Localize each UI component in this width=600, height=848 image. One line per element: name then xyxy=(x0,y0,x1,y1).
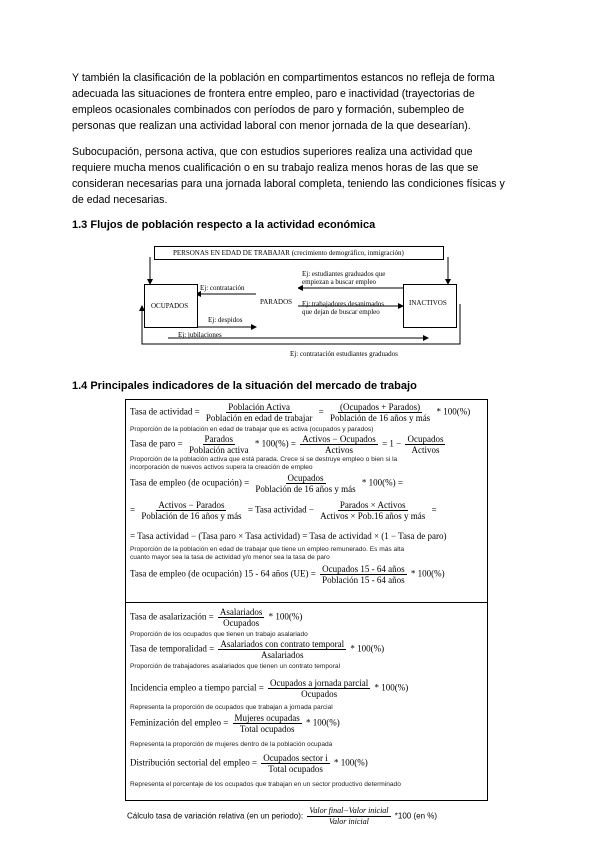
text-line: personas que realizan una actividad laboral con menor jornada de la que desearían). xyxy=(72,120,471,132)
desc-tasa-paro-2: incorporación de nuevos activos supera la creación de empleo xyxy=(130,464,313,471)
label-estudiantes-2: empiezan a buscar empleo xyxy=(302,278,377,286)
formula-sectorial: Distribución sectorial del empleo = $\frac{\text{Ocupados sector i}}{\text{Total ocupados}}$ * 100(%) xyxy=(130,753,368,774)
calc-label: Cálculo tasa de variación relativa (en un periodo): xyxy=(127,811,304,821)
label-graduados: Ej: contratación estudiantes graduados xyxy=(290,350,398,358)
label-desanimados-2: que dejan de buscar empleo xyxy=(302,308,380,316)
desc-temporalidad: Proporción de trabajadores asalariados que tienen un contrato temporal xyxy=(130,663,341,670)
formula-feminizacion: Feminización del empleo = $\frac{\text{Mujeres ocupadas}}{\text{Total ocupados}}$ * 100(%) xyxy=(130,713,340,734)
calc-tail: *100 (en %) xyxy=(394,811,438,821)
formula-tasa-empleo-ue: Tasa de empleo (de ocupación) 15 - 64 años (UE) = $\frac{\text{Ocupados 15 - 64 años}}{\text{Población 15 - 64 años}}$ * 100(%) xyxy=(130,564,445,585)
top-box xyxy=(154,246,444,260)
formula-tasa-empleo-2: = $\frac{\text{Activos − Parados}}{\text{Población de 16 años y más}}$ = Tasa actividad − $\frac{\text{Parados × Activos}}{\text{Activos × Pob.16 años y más}}$ = xyxy=(130,500,437,521)
text-line: requiere mucha menos cualificación o en su trabajo realiza menos horas de las que se xyxy=(72,162,479,174)
text-line: Y también la clasificación de la población en compartimentos estancos no refleja de forma xyxy=(72,72,495,84)
parados-label: PARADOS xyxy=(260,298,293,306)
top-box-label: PERSONAS EN EDAD DE TRABAJAR (crecimiento demográfico, inmigración) xyxy=(173,249,404,257)
indicators-box xyxy=(125,399,488,801)
calc-variation xyxy=(127,806,437,827)
desc-tasa-empleo-2: cuanto mayor sea la tasa de actividad y/o menor sea la tasa de paro xyxy=(130,554,330,561)
text-line: adecuada las situaciones de frontera entre empleo, paro e inactividad (trayectorias de xyxy=(72,88,475,100)
paragraph-classification xyxy=(72,70,534,134)
label-jubilaciones: Ej: jubilaciones xyxy=(178,331,222,339)
desc-sectorial: Representa el porcentaje de los ocupados que trabajan en un sector productivo determinado xyxy=(130,781,401,788)
heading-flows: 1.3 Flujos de población respecto a la actividad económica xyxy=(72,219,376,231)
flow-diagram xyxy=(138,244,468,362)
separator xyxy=(126,602,487,603)
label-contratacion: Ej: contratación xyxy=(200,284,245,292)
paragraph-subocupacion xyxy=(72,144,534,208)
desc-feminizacion: Representa la proporción de mujeres dentro de la población ocupada xyxy=(130,741,333,748)
heading-indicators: 1.4 Principales indicadores de la situación del mercado de trabajo xyxy=(72,380,417,392)
formula-tasa-paro: Tasa de paro = $\frac{\text{Parados}}{\text{Población activa}}$ * 100(%) = $\frac{\text{Activos − Ocupados}}{\text{Activos}}$ = 1 − $\frac{\text{Ocupados}}{\text{Activos}}$ xyxy=(130,434,444,455)
desc-tasa-paro-1: Proporción de la población activa que está parada. Crece si se destruye empleo o bien si la xyxy=(130,456,398,463)
text-line: Subocupación, persona activa, que con estudios superiores realiza una actividad que xyxy=(72,146,473,158)
label-despidos: Ej: despidos xyxy=(208,316,243,324)
formula-tasa-empleo: Tasa de empleo (de ocupación) = $\frac{\text{Ocupados}}{\text{Población de 16 años y más}}$ * 100(%) = xyxy=(130,473,403,494)
desc-asalarizacion: Proporción de los ocupados que tienen un trabajo asalariado xyxy=(130,631,308,638)
label-estudiantes-1: Ej: estudiantes graduados que xyxy=(302,270,386,278)
desc-tasa-empleo-1: Proporción de la población en edad de trabajar que tiene un empleo remunerado. Es más alta xyxy=(130,546,405,553)
text-line: consideran necesarias para una jornada laboral completa, teniendo las condiciones físicas y xyxy=(72,178,505,190)
box-inactivos xyxy=(403,284,457,328)
calc-fraction: $\frac{\text{Valor final−Valor inicial}}{\text{Valor inicial}}$ xyxy=(309,806,389,826)
text-line: empleos ocasionales combinados con períodos de paro y formación, subempleo de xyxy=(72,104,465,116)
formula-tasa-actividad: Tasa de actividad = $\frac{\text{Población Activa}}{\text{Población en edad de trabajar}}$ = $\frac{\text{(Ocupados + Parados)}}{\text{Población de 16 años y más}}$ * 100(%) xyxy=(130,402,471,423)
box-ocupados xyxy=(144,284,198,328)
desc-tasa-actividad: Proporción de la población en edad de trabajar que es activa (ocupados y parados) xyxy=(130,426,374,433)
formula-asalarizacion: Tasa de asalarización = $\frac{\text{Asalariados}}{\text{Ocupados}}$ * 100(%) xyxy=(130,607,303,628)
formula-temporalidad: Tasa de temporalidad = $\frac{\text{Asalariados con contrato temporal}}{\text{Asalariados}}$ * 100(%) xyxy=(130,639,385,660)
formula-tasa-empleo-3: = Tasa actividad − (Tasa paro × Tasa actividad) = Tasa de actividad × (1 − Tasa de paro) xyxy=(130,531,447,541)
label-desanimados-1: Ej: trabajadores desanimados xyxy=(302,300,385,308)
formula-parcial: Incidencia empleo a tiempo parcial = $\frac{\text{Ocupados a jornada parcial}}{\text{Ocupados}}$ * 100(%) xyxy=(130,678,409,699)
ocupados-label: OCUPADOS xyxy=(151,302,189,310)
inactivos-label: INACTIVOS xyxy=(409,299,447,307)
box-parados xyxy=(256,284,298,326)
text-line: de edad necesarias. xyxy=(72,194,168,206)
desc-parcial: Representa la proporción de ocupados que trabajan a jornada parcial xyxy=(130,704,333,711)
